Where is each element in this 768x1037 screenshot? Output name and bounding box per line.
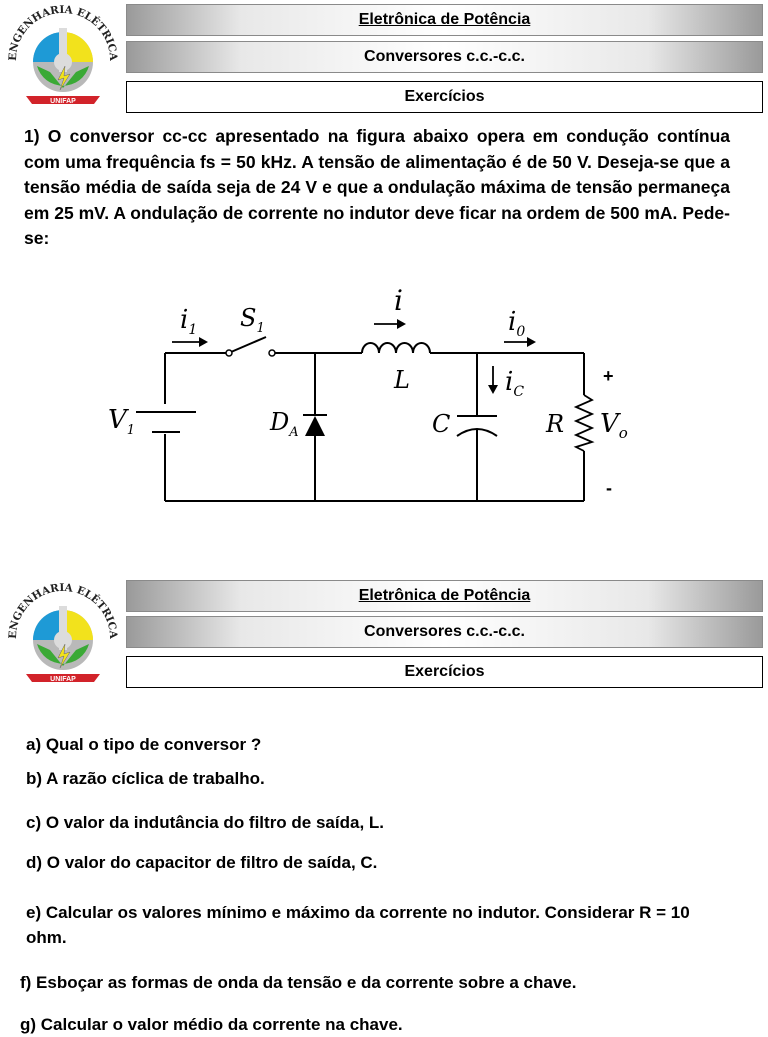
label-s1: $S_1$ [240, 304, 265, 336]
current-arrow-i1 [172, 337, 208, 347]
unifap-badge [26, 96, 100, 105]
label-i1: $i_1$ [180, 305, 198, 338]
section-title: Exercícios [404, 88, 485, 105]
label-i0: $i_0$ [508, 307, 526, 340]
question-b: b) A razão cíclica de trabalho. [26, 769, 265, 788]
slide-header-1 [0, 0, 768, 120]
svg-text:UNIFAP: UNIFAP [50, 676, 76, 683]
question-f: f) Esboçar as formas de onda da tensão e da corrente sobre a chave. [20, 973, 577, 992]
engenharia-eletrica-logo [4, 0, 122, 112]
slide-header-2 [0, 578, 768, 698]
unifap-badge [26, 674, 100, 683]
diode-symbol [303, 415, 327, 436]
svg-text:UNIFAP: UNIFAP [50, 98, 76, 105]
svg-text:ENGENHARIA ELÉTRICA: ENGENHARIA ELÉTRICA [6, 581, 120, 640]
section-bar [126, 656, 763, 688]
svg-text:ENGENHARIA ELÉTRICA: ENGENHARIA ELÉTRICA [6, 3, 120, 62]
question-g: g) Calcular o valor médio da corrente na chave. [20, 1015, 403, 1034]
question-d: d) O valor do capacitor de filtro de saída, C. [26, 853, 378, 872]
topic-bar [126, 41, 763, 73]
subject-bar [126, 4, 763, 36]
label-c: C [432, 410, 451, 438]
label-i: i [394, 284, 403, 317]
resistor-symbol [576, 395, 592, 451]
label-L: L [394, 366, 410, 394]
section-bar [126, 81, 763, 113]
topic-title: Conversores c.c.-c.c. [364, 48, 525, 65]
label-plus: + [603, 366, 614, 386]
topic-title: Conversores c.c.-c.c. [364, 623, 525, 640]
inductor-symbol [362, 343, 430, 353]
current-arrow-ic [488, 366, 498, 394]
battery-symbol [136, 412, 196, 432]
problem-statement: 1) O conversor cc-cc apresentado na figura abaixo opera em condução contínua com uma frequência fs = 50 kHz. A tensão de alimentação é de 50 V. Deseja-se que a tensão média de saída seja de 24 V e que a ondulação máxima de tensão permaneça em 25 mV. A ondulação de corrente no indutor deve ficar na ordem de 500 mA. Pede-se: [24, 126, 730, 248]
subject-title: Eletrônica de Potência [358, 11, 531, 28]
label-vo: $V_o$ [600, 409, 628, 442]
switch-contact-left [226, 350, 232, 356]
section-title: Exercícios [404, 663, 485, 680]
label-ic: $i_C$ [505, 367, 525, 400]
subject-title: Eletrônica de Potência [358, 587, 531, 604]
subject-bar [126, 580, 763, 612]
label-r: R [546, 410, 565, 438]
engenharia-eletrica-logo [4, 578, 122, 690]
current-arrow-i [374, 319, 406, 329]
label-v1: $V_1$ [108, 405, 136, 438]
question-c: c) O valor da indutância do filtro de saída, L. [26, 813, 385, 832]
question-e: e) Calcular os valores mínimo e máximo da corrente no indutor. Considerar R = 10 ohm. [26, 903, 690, 947]
switch-contact-right [269, 350, 275, 356]
label-minus: - [606, 478, 612, 498]
question-a: a) Qual o tipo de conversor ? [26, 735, 262, 754]
topic-bar [126, 616, 763, 648]
gear-icon [33, 28, 93, 92]
buck-converter-circuit [100, 282, 660, 517]
label-da: $D_A$ [270, 408, 299, 440]
gear-icon [33, 606, 93, 670]
